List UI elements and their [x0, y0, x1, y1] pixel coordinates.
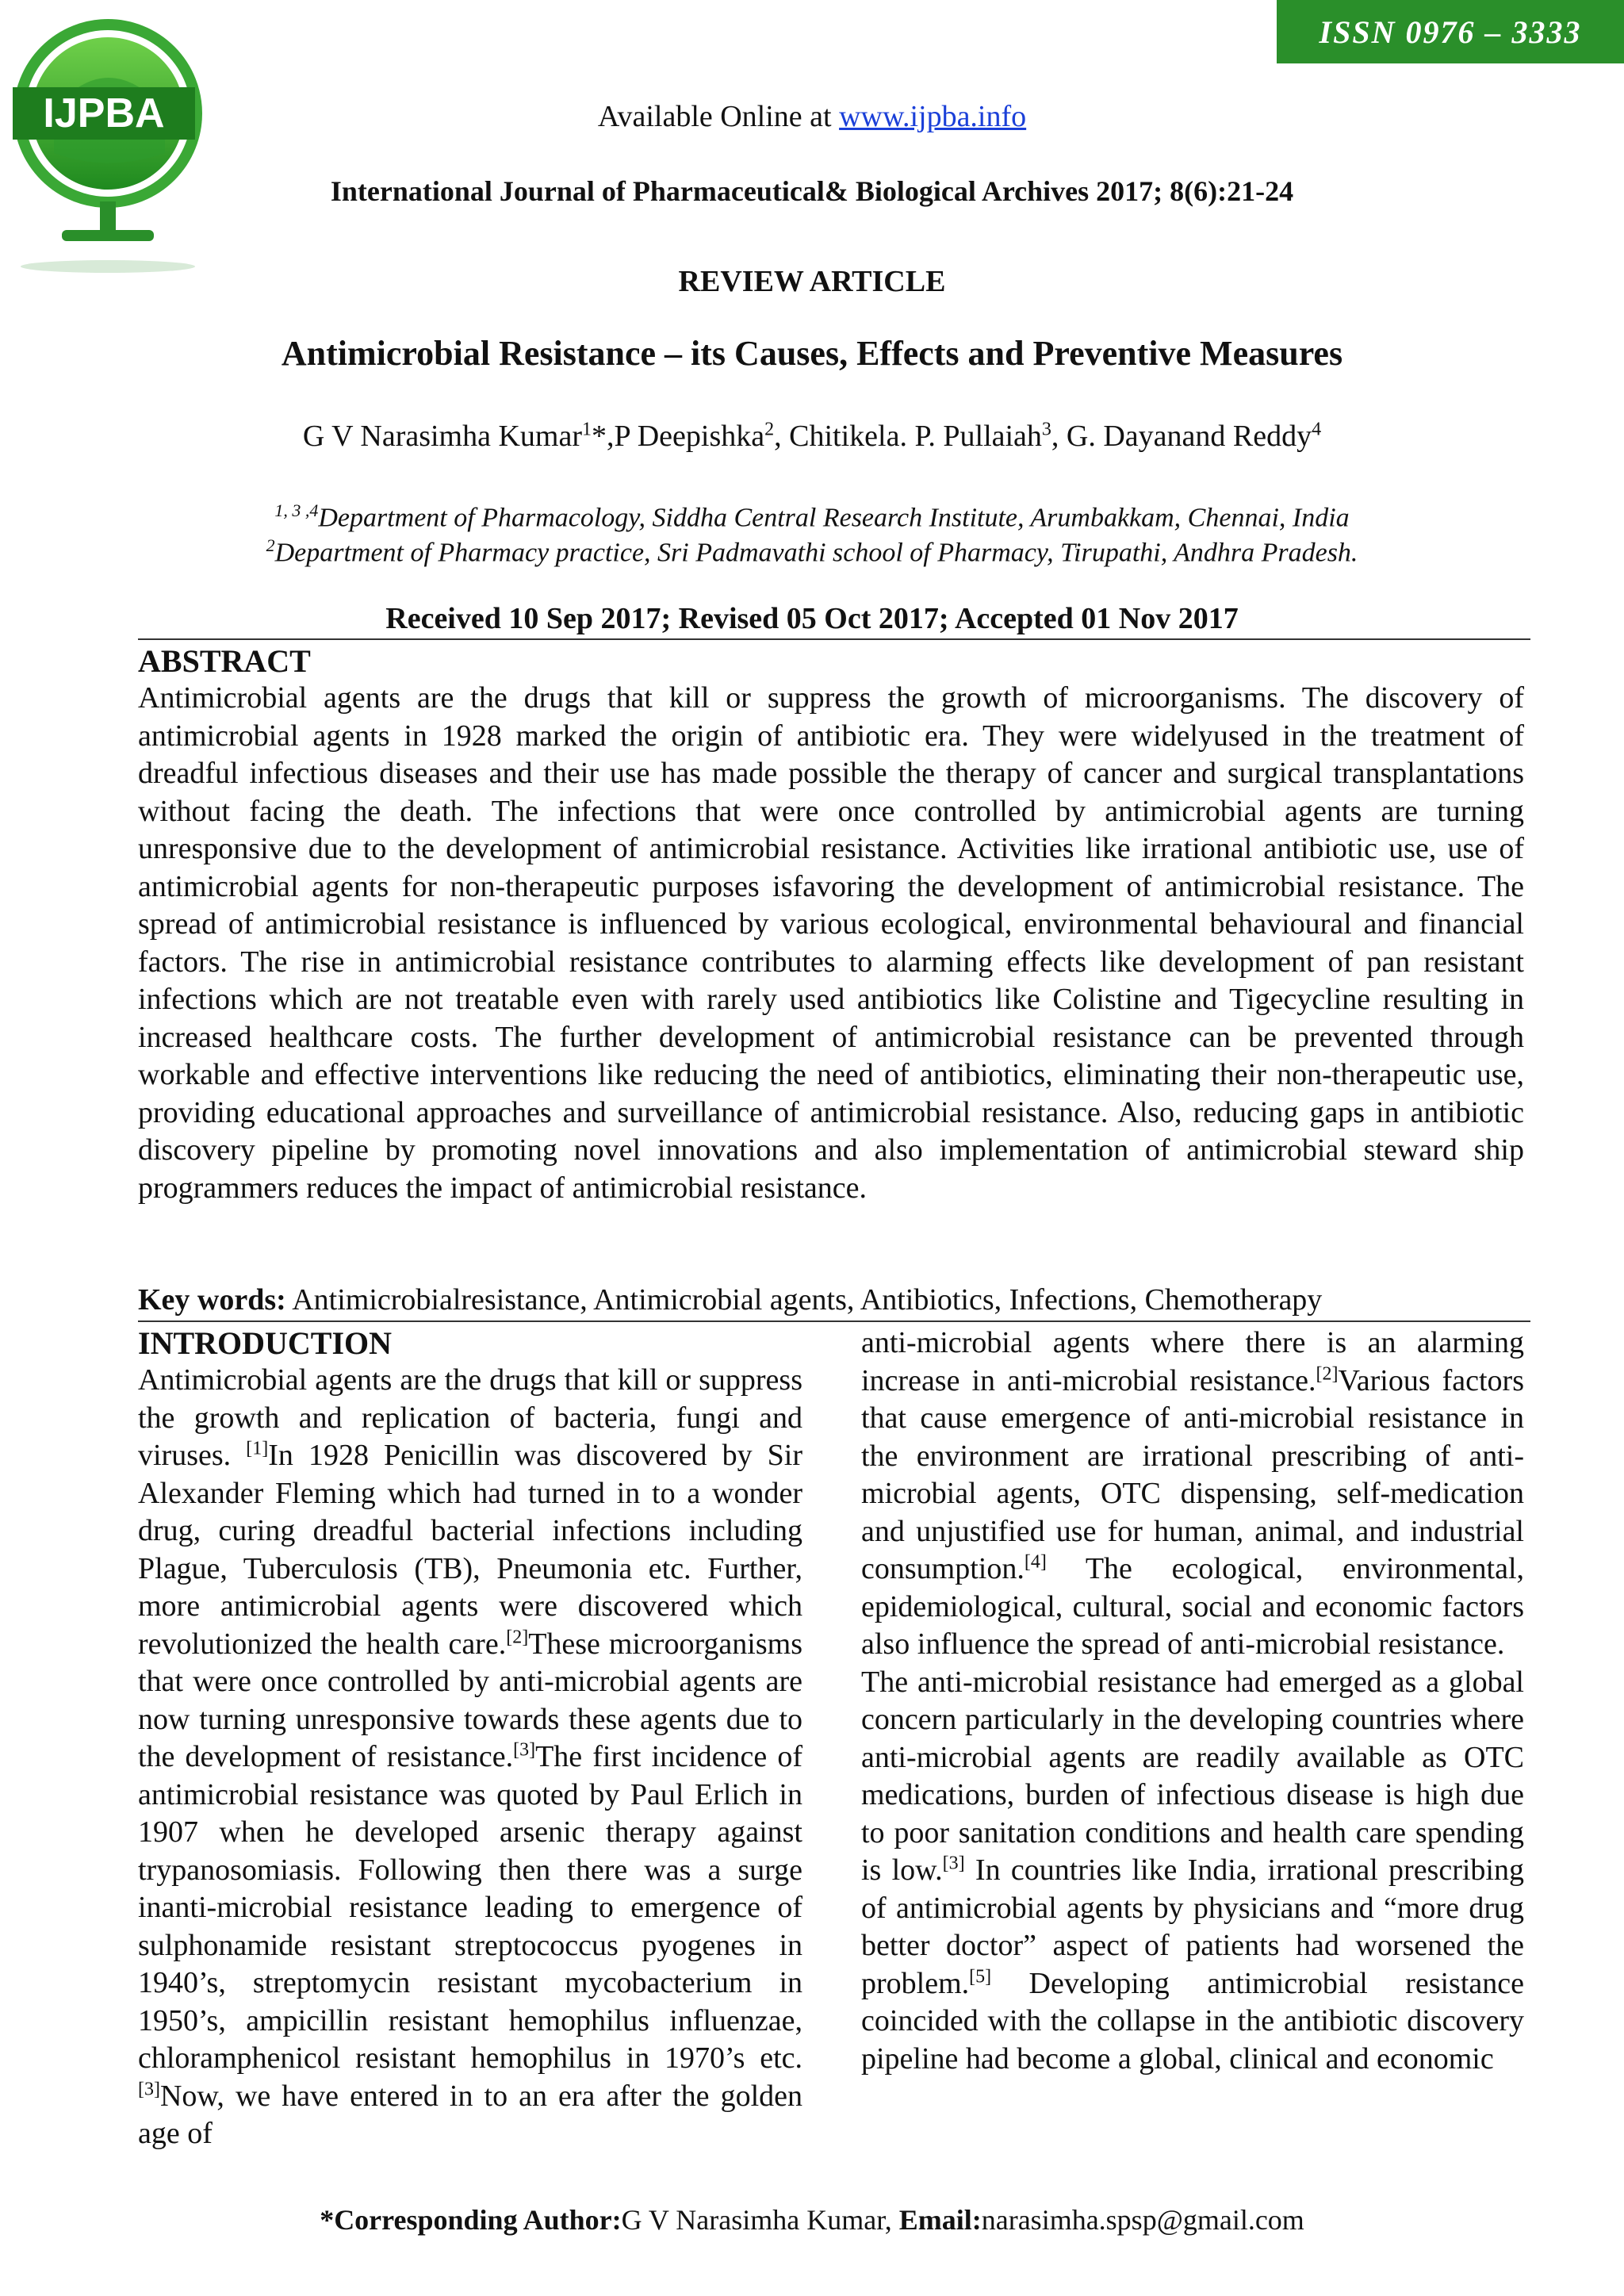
- paragraph-text: anti-microbial agents where there is an alarming increase in anti-microbial resistance.: [861, 1326, 1524, 1397]
- svg-text:IJPBA: IJPBA: [43, 90, 165, 136]
- author-1: G V Narasimha Kumar: [302, 420, 583, 453]
- author-2: P Deepishka: [614, 420, 765, 453]
- author-4: G. Dayanand Reddy: [1066, 420, 1312, 453]
- author-list: G V Narasimha Kumar$^1$*,P Deepishka$^2$, Chitikela. P. Pullaiah$^3$, G. Dayanand Reddy$^4$: [302, 419, 1322, 453]
- citation-ref: [5]: [969, 1965, 992, 1987]
- abstract-text: Antimicrobial agents are the drugs that kill or suppress the growth of microorganisms. The discovery of antimicrobial agents in 1928 marked the origin of antibiotic era. They were widelyused in the treatment of dreadful infectious diseases and their use has made possible the therapy of cancer and surgical transplantations without facing the death. The infections that were once controlled by antimicrobial agents are turning unresponsive due to the development of antimicrobial resistance. Activities like irrational antibiotic use, use of antimicrobial agents for non-therapeutic purposes isfavoring the development of antimicrobial resistance. The spread of antimicrobial resistance is influenced by various ecological, environmental behavioural and financial factors. The rise in antimicrobial resistance contributes to alarming effects like development of pan resistant infections which are not treatable even with rarely used antibiotics like Colistine and Tigecycline resulting in increased healthcare costs. The further development of antimicrobial resistance can be prevented through workable and effective interventions like reducing the need of antibiotics, eliminating their non-therapeutic use, providing educational approaches and surveillance of antimicrobial resistance. Also, reducing gaps in antibiotic discovery pipeline by promoting novel innovations and also implementation of antimicrobial steward ship programmers reduces the impact of antimicrobial resistance.: [138, 681, 1524, 1205]
- paragraph-text: The anti-microbial resistance had emerged as a global concern particularly in the developing countries where anti-microbial agents are readily available as OTC medications, burden of infectious disease is high due to poor sanitation conditions and health care spending is low.: [861, 1665, 1524, 1887]
- citation-ref: [3]: [138, 2078, 160, 2099]
- citation-ref: [2]: [506, 1626, 529, 1647]
- introduction-left-column: [138, 1362, 802, 2153]
- paragraph-text: Developing antimicrobial resistance coincided with the collapse in the antibiotic discovery pipeline had become a global, clinical and economic: [861, 1966, 1524, 2076]
- affiliation-1: $^{1, 3 ,4}$Department of Pharmacology, Siddha Central Research Institute, Arumbakkam, Chennai, India: [274, 500, 1350, 533]
- article-type: REVIEW ARTICLE: [678, 265, 946, 298]
- article-title: Antimicrobial Resistance – its Causes, Effects and Preventive Measures: [281, 334, 1343, 373]
- divider: [138, 1320, 1530, 1322]
- citation-ref: [1]: [246, 1438, 269, 1459]
- paragraph-text: Antimicrobial agents are the drugs that kill or suppress the growth and replication of bacteria, fungi and viruses.: [138, 1363, 802, 1472]
- paragraph-text: The ecological, environmental, epidemiological, cultural, social and economic factors also influence the spread of anti-microbial resistance.: [861, 1552, 1524, 1661]
- paragraph-text: The first incidence of antimicrobial resistance was quoted by Paul Erlich in 1907 when he developed arsenic therapy against trypanosomiasis. Following then there was a surge inanti-microbial resistance leading to emergence of sulphonamide resistant streptococcus pyogenes in 1940’s, streptomycin resistant mycobacterium in 1950’s, ampicillin resistant hemophilus influenzae, chloramphenicol resistant hemophilus in 1970’s etc.: [138, 1740, 802, 2075]
- paragraph-text: In 1928 Penicillin was discovered by Sir Alexander Fleming which had turned in to a wonder drug, curing dreadful bacterial infections including Plague, Tuberculosis (TB), Pneumonia etc. Further, more antimicrobial agents were discovered which revolutionized the health care.: [138, 1439, 802, 1661]
- online-prefix: Available Online at: [597, 100, 840, 133]
- author-label: *Corresponding Author:: [320, 2204, 622, 2236]
- keywords-text: Antimicrobialresistance, Antimicrobial agents, Antibiotics, Infections, Chemotherapy: [285, 1283, 1323, 1317]
- available-online: [0, 99, 1624, 134]
- introduction-right-column: [861, 1324, 1524, 2078]
- journal-website-link[interactable]: www.ijpba.info: [839, 100, 1027, 133]
- ijpba-logo-icon: [6, 14, 236, 276]
- introduction-heading: INTRODUCTION: [138, 1325, 393, 1361]
- affiliation-2: $^2$Department of Pharmacy practice, Sri Padmavathi school of Pharmacy, Tirupathi, Andhra Pradesh.: [266, 535, 1358, 568]
- paragraph-text: These microorganisms that were once controlled by anti-microbial agents are now turning unresponsive towards these agents due to the development of resistance.: [138, 1627, 802, 1773]
- citation-ref: [4]: [1024, 1551, 1047, 1573]
- citation-ref: [2]: [1316, 1363, 1339, 1384]
- paragraph-text: Various factors that cause emergence of anti-microbial resistance in the environment are irrational prescribing of anti-microbial agents, OTC dispensing, self-medication and unjustified use for human, animal, and industrial consumption.: [861, 1363, 1524, 1585]
- keywords-label: Key words:: [138, 1283, 286, 1317]
- author-email: narasimha.spsp@gmail.com: [981, 2204, 1304, 2236]
- journal-citation: International Journal of Pharmaceutical& Biological Archives 2017; 8(6):21-24: [330, 175, 1294, 207]
- citation-ref: [3]: [942, 1853, 965, 1874]
- journal-logo: [6, 14, 236, 276]
- author-name: G V Narasimha Kumar,: [621, 2204, 899, 2236]
- citation-ref: [3]: [513, 1739, 536, 1761]
- paragraph-text: Now, we have entered in to an era after the golden age of: [138, 2079, 802, 2150]
- article-dates: Received 10 Sep 2017; Revised 05 Oct 2017; Accepted 01 Nov 2017: [385, 602, 1239, 635]
- paragraph-text: In countries like India, irrational prescribing of antimicrobial agents by physicians and “more drug better doctor” aspect of patients had worsened the problem.: [861, 1853, 1524, 2000]
- abstract-heading: ABSTRACT: [138, 643, 311, 679]
- keywords: [138, 1282, 1322, 1317]
- email-label: Email:: [898, 2204, 982, 2236]
- issn-banner: ISSN 0976 – 3333: [1277, 0, 1624, 63]
- author-3: Chitikela. P. Pullaiah: [789, 420, 1042, 453]
- corresponding-author: [0, 2203, 1624, 2237]
- divider: [138, 638, 1530, 640]
